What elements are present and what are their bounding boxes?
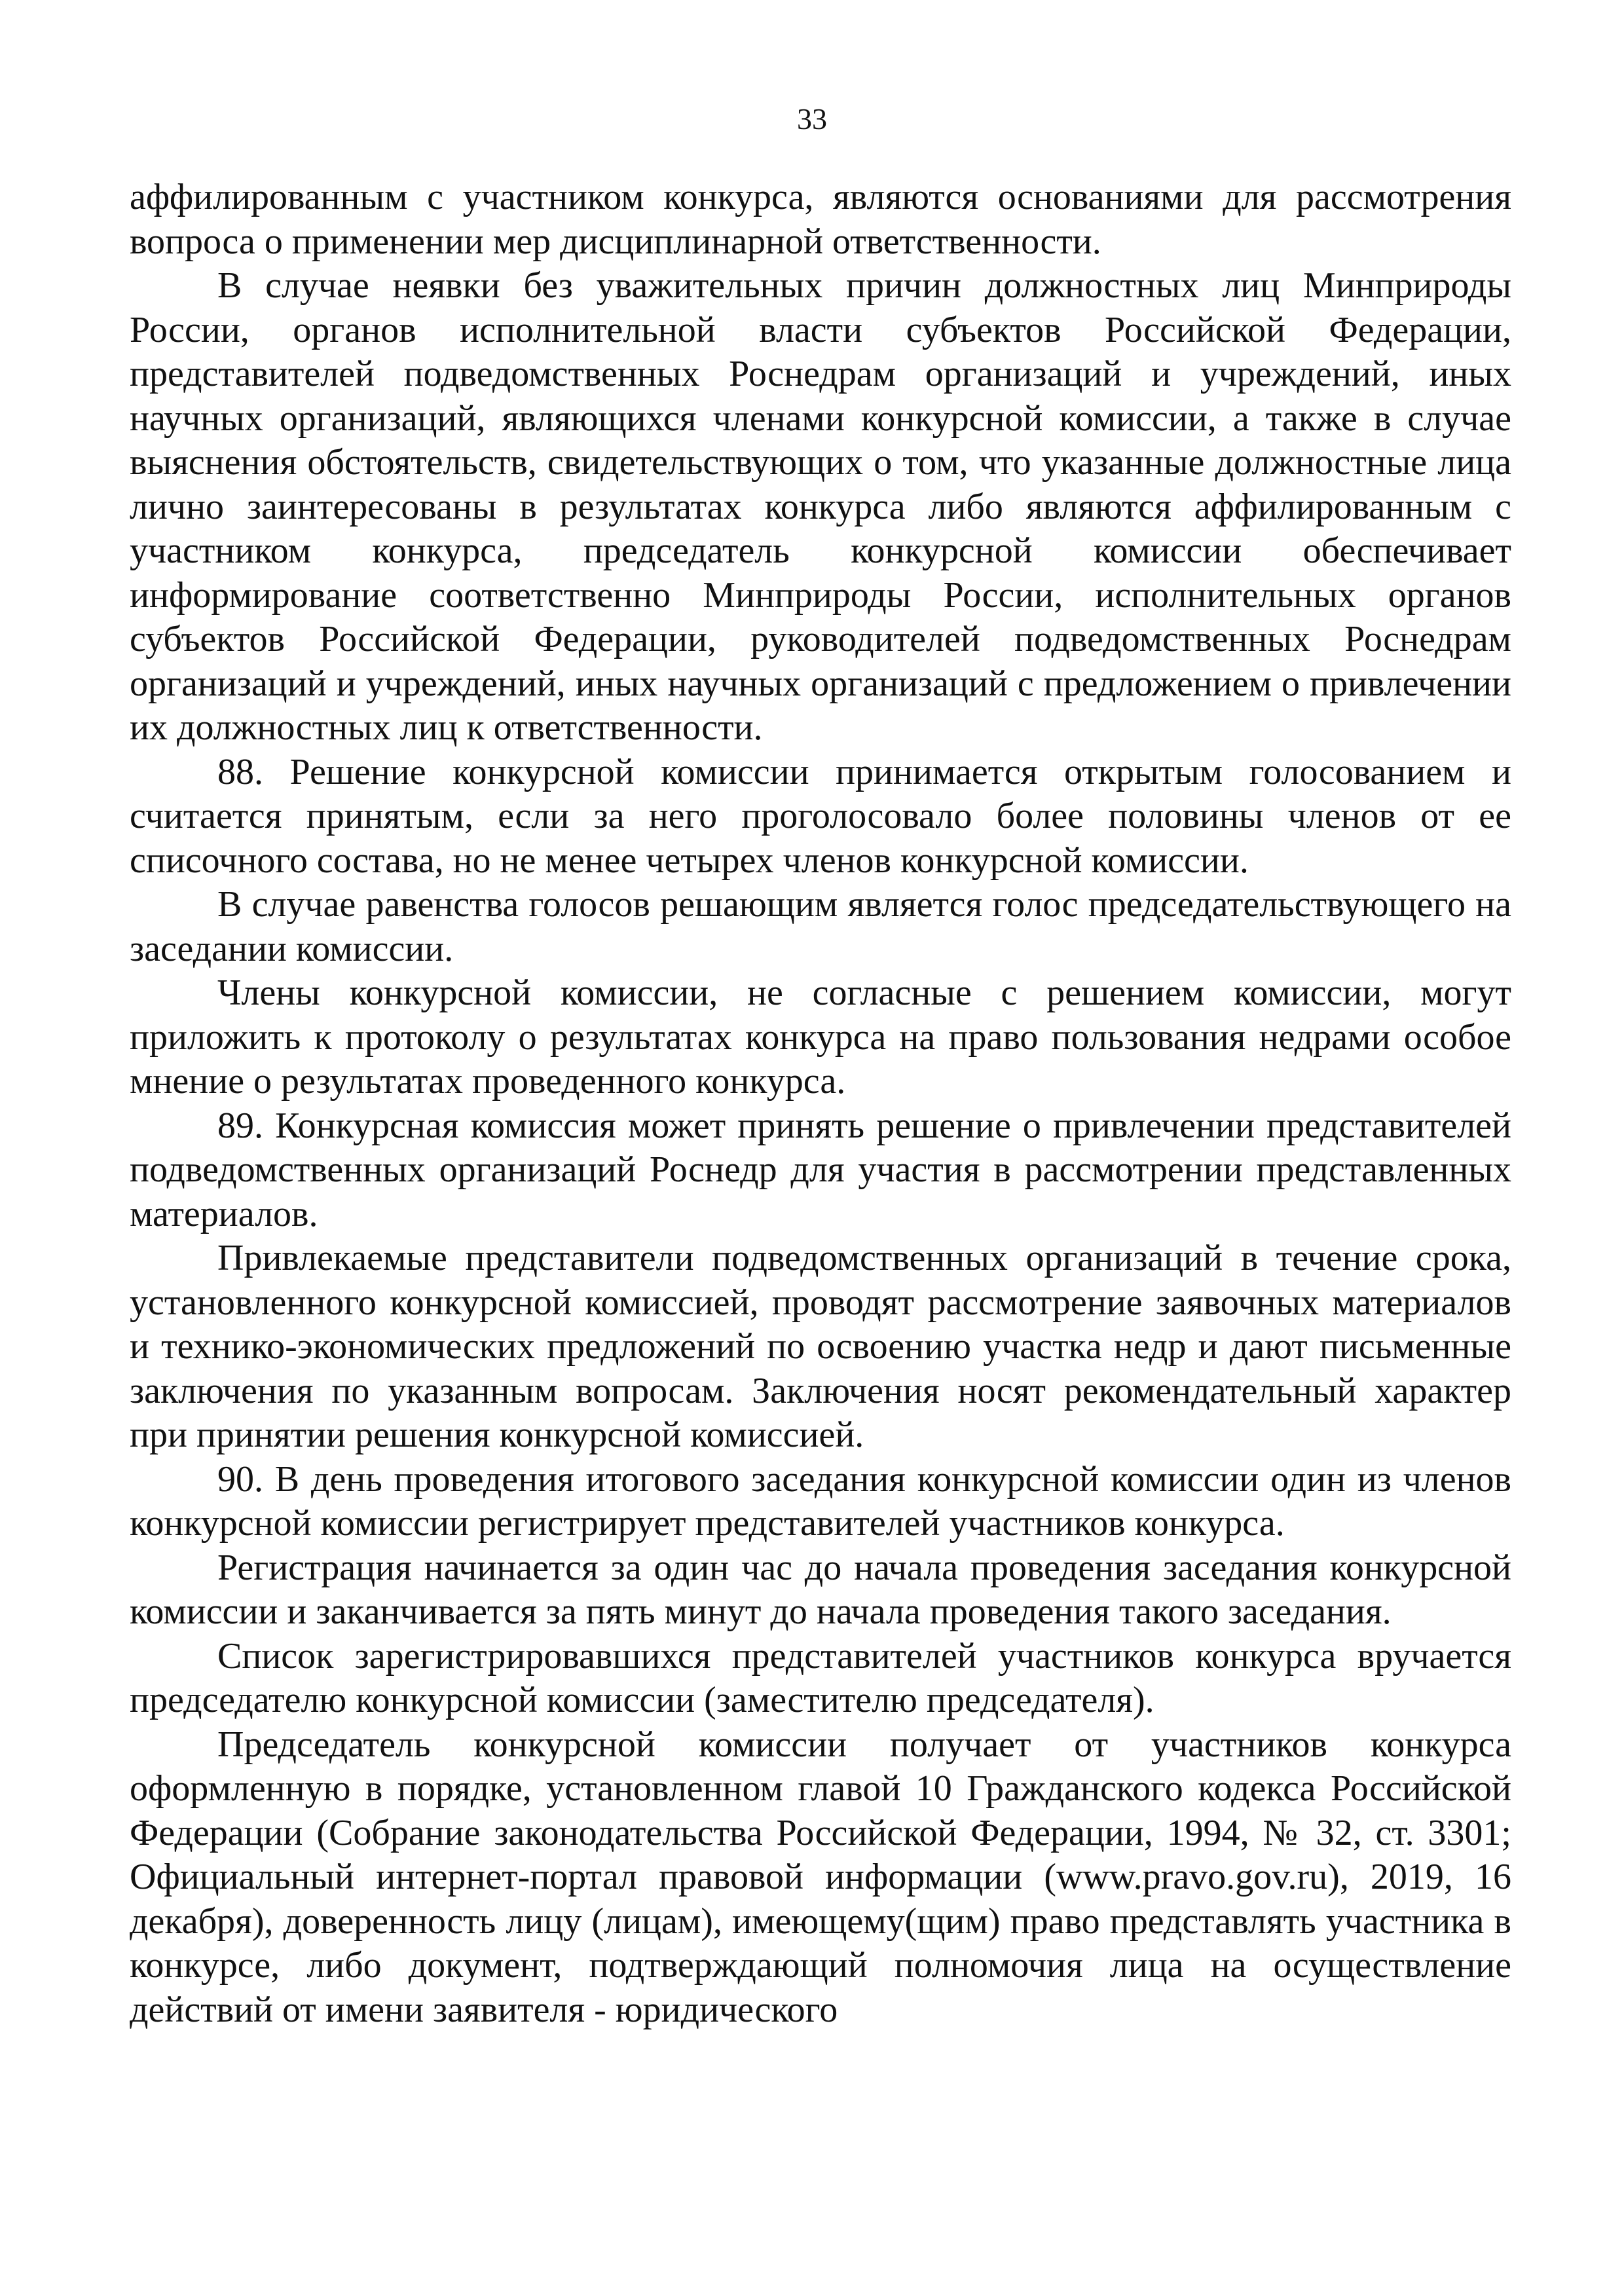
paragraph-continuation: аффилированным с участником конкурса, являются основаниями для рассмотрения вопроса о применении мер дисциплинарной ответственности. xyxy=(130,177,1511,262)
paragraph-power-of-attorney: Председатель конкурсной комиссии получает от участников конкурса оформленную в порядке, установленном главой 10 Гражданского кодекса Российской Федерации (Собрание законодательства Российской Федерации, 1994, № 32, ст. 3301; Официальный интернет-портал правовой информации (www.pravo.gov.ru), 2019, 16 декабря), доверенность лицу (лицам), имеющему(щим) право представлять участника в конкурсе, либо документ, подтверждающий полномочия лица на осуществление действий от имени заявителя - юридического xyxy=(130,1724,1511,2030)
paragraph-dissenting-opinion: Члены конкурсной комиссии, не согласные с решением комиссии, могут приложить к протоколу о результатах конкурса на право пользования недрами особое мнение о результатах проведенного конкурса. xyxy=(130,972,1511,1102)
paragraph-equal-votes: В случае равенства голосов решающим является голос председательствующего на заседании комиссии. xyxy=(130,884,1511,969)
paragraph-89-involve-representatives: 89. Конкурсная комиссия может принять решение о привлечении представителей подведомственных организаций Роснедр для участия в рассмотрении представленных материалов. xyxy=(130,1105,1511,1234)
paragraph-representatives-conclusions: Привлекаемые представители подведомственных организаций в течение срока, установленного конкурсной комиссией, проводят рассмотрение заявочных материалов и технико-экономических предложений по освоению участка недр и дают письменные заключения по указанным вопросам. Заключения носят рекомендательный характер при принятии решения конкурсной комиссией. xyxy=(130,1238,1511,1455)
paragraph-88-decision: 88. Решение конкурсной комиссии принимается открытым голосованием и считается принятым, если за него проголосовало более половины членов от ее списочного состава, но не менее четырех членов конкурсной комиссии. xyxy=(130,751,1511,881)
page-number: 33 xyxy=(797,102,827,136)
paragraph-90-registration: 90. В день проведения итогового заседания конкурсной комиссии один из членов конкурсной комиссии регистрирует представителей участников конкурса. xyxy=(130,1458,1511,1544)
paragraph-registered-list: Список зарегистрировавшихся представителей участников конкурса вручается председателю конкурсной комиссии (заместителю председателя). xyxy=(130,1635,1511,1720)
document-body xyxy=(130,176,1511,2032)
paragraph-registration-time: Регистрация начинается за один час до начала проведения заседания конкурсной комиссии и заканчивается за пять минут до начала проведения такого заседания. xyxy=(130,1547,1511,1632)
paragraph-absence-of-officials: В случае неявки без уважительных причин должностных лиц Минприроды России, органов исполнительной власти субъектов Российской Федерации, представителей подведомственных Роснедрам организаций и учреждений, иных научных организаций, являющихся членами конкурсной комиссии, а также в случае выяснения обстоятельств, свидетельствующих о том, что указанные должностные лица лично заинтересованы в результатах конкурса либо являются аффилированным с участником конкурса, председатель конкурсной комиссии обеспечивает информирование соответственно Минприроды России, исполнительных органов субъектов Российской Федерации, руководителей подведомственных Роснедрам организаций и учреждений, иных научных организаций с предложением о привлечении их должностных лиц к ответственности. xyxy=(130,265,1511,748)
